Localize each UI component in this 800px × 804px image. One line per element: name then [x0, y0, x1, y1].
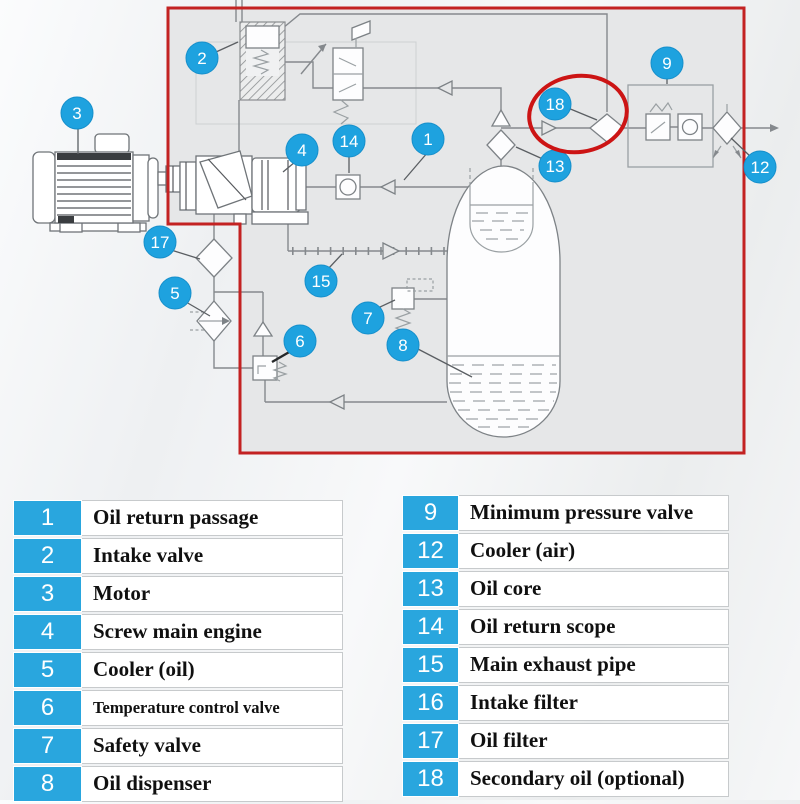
legend-row: [13, 538, 343, 574]
legend-num: 13: [402, 571, 459, 607]
legend-label: Oil filter: [459, 723, 729, 759]
legend-label: Cooler (air): [459, 533, 729, 569]
legend-num: 12: [402, 533, 459, 569]
badge-4: [286, 134, 318, 166]
legend-row: [13, 652, 343, 688]
legend-row: [13, 614, 343, 650]
oil-cooler-symbol: [190, 301, 231, 341]
svg-text:3: 3: [72, 104, 82, 123]
legend-label: Minimum pressure valve: [459, 495, 729, 531]
legend-table-right: [402, 495, 729, 799]
badge-14: [333, 125, 365, 157]
legend-num: 6: [13, 690, 82, 726]
legend-row: [402, 685, 729, 721]
badge-9: [651, 47, 683, 79]
legend-label: Intake valve: [82, 538, 343, 574]
legend-label: Temperature control valve: [82, 690, 343, 726]
legend-num: 1: [13, 500, 82, 536]
oil-filter-symbol: [196, 239, 232, 277]
svg-text:7: 7: [363, 309, 373, 328]
legend-num: 8: [13, 766, 82, 802]
badge-12: [744, 151, 776, 183]
legend-label: Safety valve: [82, 728, 343, 764]
legend-label: Intake filter: [459, 685, 729, 721]
legend-row: [13, 728, 343, 764]
svg-text:18: 18: [545, 95, 565, 114]
legend-row: [402, 609, 729, 645]
svg-text:5: 5: [170, 284, 180, 303]
legend-row: [402, 571, 729, 607]
legend-row: [402, 761, 729, 797]
svg-text:13: 13: [545, 157, 565, 176]
legend-num: 4: [13, 614, 82, 650]
legend-label: Oil return passage: [82, 500, 343, 536]
legend-label: Main exhaust pipe: [459, 647, 729, 683]
badge-15: [305, 265, 337, 297]
legend-row: [13, 576, 343, 612]
badge-8: [387, 329, 419, 361]
svg-text:14: 14: [339, 132, 359, 151]
legend-row: [13, 500, 343, 536]
svg-text:2: 2: [197, 49, 207, 68]
screw-engine-illustration: [180, 151, 308, 224]
motor-illustration: [33, 134, 180, 232]
legend-num: 7: [13, 728, 82, 764]
legend-label: Cooler (oil): [82, 652, 343, 688]
legend-num: 14: [402, 609, 459, 645]
badge-3: [61, 97, 93, 129]
legend-num: 18: [402, 761, 459, 797]
legend-num: 5: [13, 652, 82, 688]
legend-row: [402, 647, 729, 683]
badge-13: [539, 150, 571, 182]
legend-num: 2: [13, 538, 82, 574]
svg-text:4: 4: [297, 141, 307, 160]
flow-arrowhead: [770, 124, 779, 132]
badge-7: [352, 302, 384, 334]
legend-label: Oil return scope: [459, 609, 729, 645]
badge-6: [284, 325, 316, 357]
svg-text:12: 12: [750, 158, 770, 177]
legend-num: 17: [402, 723, 459, 759]
oil-return-scope-symbol: [336, 175, 360, 199]
badge-2: [186, 42, 218, 74]
badge-18: [539, 88, 571, 120]
separator-tank: [447, 166, 560, 437]
svg-text:8: 8: [398, 336, 408, 355]
badge-17: [144, 226, 176, 258]
legend-label: Motor: [82, 576, 343, 612]
svg-text:15: 15: [311, 272, 331, 291]
badge-5: [159, 277, 191, 309]
svg-text:6: 6: [295, 332, 305, 351]
legend-table-left: [13, 500, 343, 804]
legend-row: [13, 766, 343, 802]
legend-num: 3: [13, 576, 82, 612]
legend-row: [402, 495, 729, 531]
legend-num: 15: [402, 647, 459, 683]
intake-valve-symbol: [240, 22, 285, 100]
badge-1: [412, 123, 444, 155]
svg-text:17: 17: [150, 233, 170, 252]
legend-num: 9: [402, 495, 459, 531]
legend-label: Oil dispenser: [82, 766, 343, 802]
legend-row: [13, 690, 343, 726]
legend-row: [402, 533, 729, 569]
legend-label: Secondary oil (optional): [459, 761, 729, 797]
legend-label: Screw main engine: [82, 614, 343, 650]
legend-num: 16: [402, 685, 459, 721]
legend-row: [402, 723, 729, 759]
svg-text:9: 9: [662, 54, 672, 73]
svg-text:1: 1: [423, 130, 433, 149]
legend-label: Oil core: [459, 571, 729, 607]
